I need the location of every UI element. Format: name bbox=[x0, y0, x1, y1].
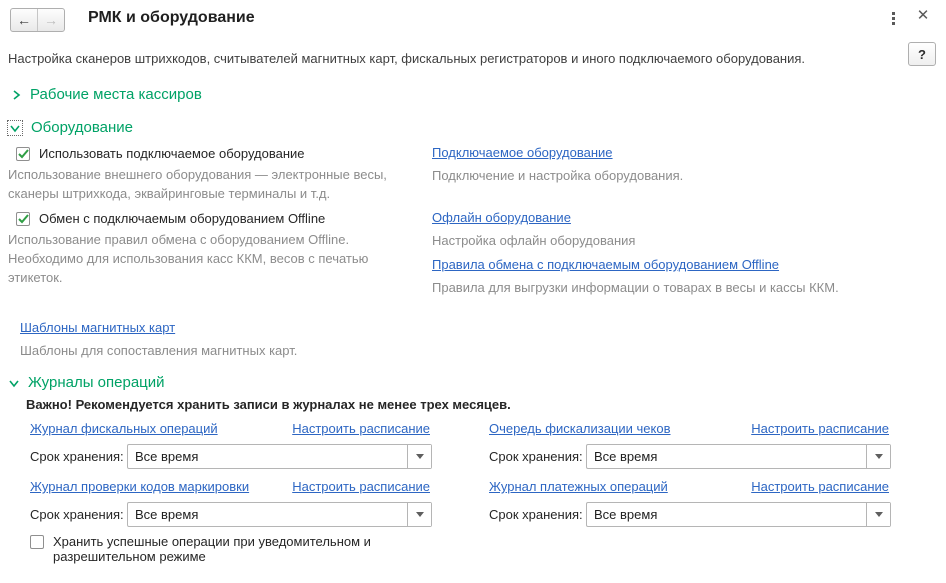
section-header-equipment[interactable] bbox=[7, 119, 133, 136]
help-icon: ? bbox=[918, 46, 926, 62]
page-title: РМК и оборудование bbox=[88, 9, 255, 26]
chevron-down-icon bbox=[7, 120, 23, 136]
checkbox-keep-successful-operations[interactable] bbox=[30, 534, 423, 564]
retention-row bbox=[30, 502, 432, 527]
journal-links-row bbox=[489, 421, 889, 436]
checkbox-label: Хранить успешные операции при уведомительном и разрешительном режиме bbox=[53, 534, 371, 564]
checkbox-use-equipment[interactable] bbox=[16, 146, 305, 161]
retention-label: Срок хранения: bbox=[30, 507, 124, 522]
dropdown-arrow-icon bbox=[875, 512, 883, 517]
dropdown-button[interactable] bbox=[866, 503, 890, 526]
use-equipment-description: Использование внешнего оборудования — электронные весы, сканеры штрихкода, эквайринговые терминалы и т.д. bbox=[8, 167, 387, 201]
dropdown-arrow-icon bbox=[875, 454, 883, 459]
retention-label: Срок хранения: bbox=[489, 507, 583, 522]
retention-value: Все время bbox=[594, 507, 658, 522]
offline-exchange-rules-description: Правила для выгрузки информации о товарах в весы и кассы ККМ. bbox=[432, 280, 839, 295]
retention-select-fiscal-operations[interactable] bbox=[127, 444, 432, 469]
retention-select-fiscalization-queue[interactable] bbox=[586, 444, 891, 469]
more-menu-button[interactable] bbox=[886, 9, 900, 27]
configure-schedule-link[interactable]: Настроить расписание bbox=[292, 421, 430, 436]
chevron-down-icon bbox=[8, 377, 20, 389]
retention-label: Срок хранения: bbox=[30, 449, 124, 464]
checkmark-icon bbox=[18, 214, 29, 224]
checkbox-box bbox=[16, 147, 30, 161]
retention-select-payment-operations[interactable] bbox=[586, 502, 891, 527]
offline-equipment-description: Настройка офлайн оборудования bbox=[432, 233, 636, 248]
fiscal-operations-journal-link[interactable]: Журнал фискальных операций bbox=[30, 421, 218, 436]
checkbox-box bbox=[30, 535, 44, 549]
connected-equipment-description: Подключение и настройка оборудования. bbox=[432, 168, 684, 183]
configure-schedule-link[interactable]: Настроить расписание bbox=[751, 421, 889, 436]
retention-row bbox=[489, 502, 891, 527]
checkmark-icon bbox=[18, 149, 29, 159]
forward-arrow-icon: → bbox=[44, 12, 58, 28]
retention-value: Все время bbox=[135, 449, 199, 464]
configure-schedule-link[interactable]: Настроить расписание bbox=[751, 479, 889, 494]
configure-schedule-link[interactable]: Настроить расписание bbox=[292, 479, 430, 494]
forward-button[interactable] bbox=[38, 9, 64, 31]
checkbox-label: Обмен с подключаемым оборудованием Offline bbox=[39, 211, 326, 226]
kebab-icon bbox=[892, 12, 895, 15]
section-header-journals[interactable] bbox=[8, 374, 165, 391]
magnetic-card-templates-description: Шаблоны для сопоставления магнитных карт. bbox=[20, 343, 298, 358]
journal-links-row bbox=[30, 421, 430, 436]
retention-value: Все время bbox=[594, 449, 658, 464]
offline-exchange-description: Использование правил обмена с оборудованием Offline. Необходимо для использования касс ККМ, весов с печатью этикеток. bbox=[8, 232, 369, 285]
retention-label: Срок хранения: bbox=[489, 449, 583, 464]
journal-links-row bbox=[489, 479, 889, 494]
dropdown-arrow-icon bbox=[416, 454, 424, 459]
chevron-right-icon bbox=[10, 89, 22, 101]
section-label: Журналы операций bbox=[28, 374, 165, 391]
back-arrow-icon: ← bbox=[17, 12, 31, 28]
back-button[interactable] bbox=[11, 9, 38, 31]
dropdown-arrow-icon bbox=[416, 512, 424, 517]
close-icon: ✕ bbox=[916, 7, 930, 24]
dropdown-button[interactable] bbox=[407, 445, 431, 468]
section-label: Рабочие места кассиров bbox=[30, 86, 202, 103]
close-button[interactable] bbox=[914, 6, 932, 24]
checkbox-offline-exchange[interactable] bbox=[16, 211, 325, 226]
retention-value: Все время bbox=[135, 507, 199, 522]
journals-warning-text: Важно! Рекомендуется хранить записи в журналах не менее трех месяцев. bbox=[26, 397, 511, 412]
retention-row bbox=[489, 444, 891, 469]
offline-exchange-rules-link[interactable]: Правила обмена с подключаемым оборудованием Offline bbox=[432, 257, 780, 272]
history-nav bbox=[10, 8, 65, 32]
fiscalization-queue-link[interactable]: Очередь фискализации чеков bbox=[489, 421, 671, 436]
help-button[interactable] bbox=[908, 42, 936, 66]
journal-links-row bbox=[30, 479, 430, 494]
connected-equipment-link[interactable]: Подключаемое оборудование bbox=[432, 145, 613, 160]
dropdown-button[interactable] bbox=[407, 503, 431, 526]
dropdown-button[interactable] bbox=[866, 445, 890, 468]
section-header-workplaces[interactable] bbox=[10, 86, 202, 103]
window-subtitle: Настройка сканеров штрихкодов, считывателей магнитных карт, фискальных регистраторов и иного подключаемого оборудования. bbox=[8, 51, 806, 66]
checkbox-label: Использовать подключаемое оборудование bbox=[39, 146, 305, 161]
payment-operations-journal-link[interactable]: Журнал платежных операций bbox=[489, 479, 668, 494]
marking-codes-journal-link[interactable]: Журнал проверки кодов маркировки bbox=[30, 479, 250, 494]
retention-select-marking-codes[interactable] bbox=[127, 502, 432, 527]
section-label: Оборудование bbox=[31, 119, 134, 136]
checkbox-box bbox=[16, 212, 30, 226]
retention-row bbox=[30, 444, 432, 469]
magnetic-card-templates-link[interactable]: Шаблоны магнитных карт bbox=[20, 320, 176, 335]
offline-equipment-link[interactable]: Офлайн оборудование bbox=[432, 210, 571, 225]
